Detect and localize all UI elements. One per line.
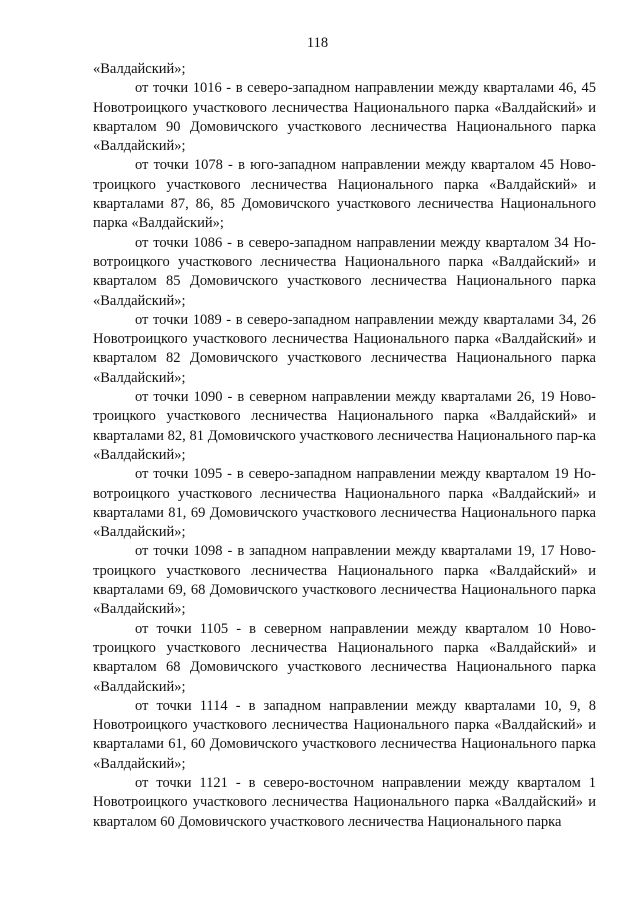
document-body xyxy=(93,60,596,832)
paragraph-point-1090: от точки 1090 - в северном направлении между кварталами 26, 19 Ново-троицкого участкового лесничества Национального парка «Валдайский» и кварталами 82, 81 Домовичского участкового лесничества Национального пар-ка «Валдайский»; xyxy=(93,389,596,463)
paragraph-point-1086: от точки 1086 - в северо-западном направлении между кварталом 34 Но-вотроицкого участкового лесничества Национального парка «Валдайский» и кварталом 85 Домовичского участкового лесничества Национального парка «Валдайский»; xyxy=(93,234,596,309)
paragraph-point-1089: от точки 1089 - в северо-западном направлении между кварталами 34, 26 Новотроицкого участкового лесничества Национального парка «Валдайский» и кварталом 82 Домовичского участкового лесничества Национального парка «Валдайский»; xyxy=(93,311,596,386)
paragraph-point-1095: от точки 1095 - в северо-западном направлении между кварталом 19 Но-вотроицкого участкового лесничества Национального парка «Валдайский» и кварталами 81, 69 Домовичского участкового лесничества Национального парка «Валдайский»; xyxy=(93,466,596,541)
paragraph-point-1105: от точки 1105 - в северном направлении между кварталом 10 Ново-троицкого участкового лесничества Национального парка «Валдайский» и кварталом 68 Домовичского участкового лесничества Национального парка «Валдайский»; xyxy=(93,620,596,695)
page-number: 118 xyxy=(306,35,329,51)
paragraph-point-1121: от точки 1121 - в северо-восточном направлении между кварталом 1 Новотроицкого участкового лесничества Национального парка «Валдайский» и кварталом 60 Домовичского участкового лесничества Национального парка xyxy=(93,774,596,830)
paragraph-point-1016: от точки 1016 - в северо-западном направлении между кварталами 46, 45 Новотроицкого участкового лесничества Национального парка «Валдайский» и кварталом 90 Домовичского участкового лесничества Национального парка «Валдайский»; xyxy=(93,80,596,155)
paragraph-continuation: «Валдайский»; xyxy=(93,61,186,77)
paragraph-point-1098: от точки 1098 - в западном направлении между кварталами 19, 17 Ново-троицкого участкового лесничества Национального парка «Валдайский» и кварталами 69, 68 Домовичского участкового лесничества Национального парка «Валдайский»; xyxy=(93,543,596,618)
paragraph-point-1114: от точки 1114 - в западном направлении между кварталами 10, 9, 8 Новотроицкого участкового лесничества Национального парка «Валдайский» и кварталами 61, 60 Домовичского участкового лесничества Национального парка «Валдайский»; xyxy=(93,697,596,772)
paragraph-point-1078: от точки 1078 - в юго-западном направлении между кварталом 45 Ново-троицкого участкового лесничества Национального парка «Валдайский» и кварталами 87, 86, 85 Домовичского участкового лесничества Национального парка «Валдайский»; xyxy=(93,157,596,232)
